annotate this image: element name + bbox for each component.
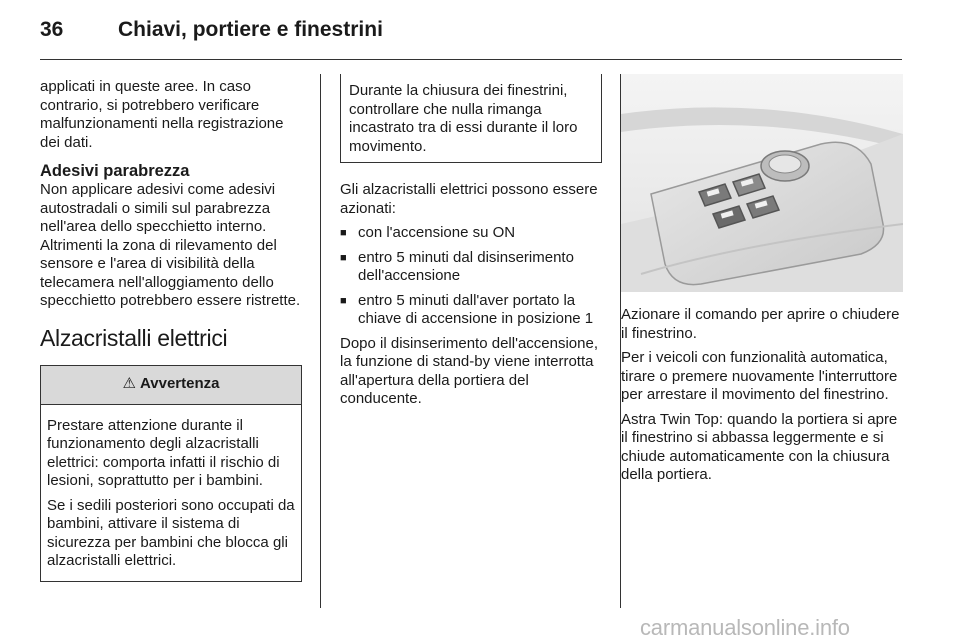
page-number: 36 xyxy=(40,18,64,41)
intro-paragraph: applicati in queste aree. In caso contrario, si potrebbero verificare malfunzionamenti nella registrazione dei dati. xyxy=(40,78,284,151)
conditions-list xyxy=(340,224,602,329)
warning-box xyxy=(40,365,302,582)
header-divider xyxy=(40,59,902,60)
note-text: Durante la chiusura dei finestrini, controllare che nulla rimanga incastrato tra di essi durante il loro movimento. xyxy=(349,82,578,155)
intro-text: Gli alzacristalli elettrici possono essere azionati: xyxy=(340,181,598,217)
warning-header xyxy=(41,365,301,405)
warning-triangle-icon: ⚠ xyxy=(122,375,136,393)
instruction-paragraph: Astra Twin Top: quando la portiera si apre il finestrino si abbassa leggermente e si chiude automaticamente con la chiusura della portiera. xyxy=(621,410,898,483)
window-switch-panel-illustration xyxy=(621,74,903,292)
warning-label: Avvertenza xyxy=(139,375,220,393)
note-box xyxy=(340,74,602,163)
closing-text: Dopo il disinserimento dell'accensione, la funzione di stand-by viene interrotta all'apertura della portiera del conducente. xyxy=(340,334,599,407)
watermark: carmanualsonline.info xyxy=(640,615,850,640)
chapter-title: Chiavi, portiere e finestrini xyxy=(118,18,383,41)
column-2 xyxy=(340,74,602,415)
warning-paragraph: Se i sedili posteriori sono occupati da bambini, attivare il sistema di sicurezza per bambini che blocca gli alzacristalli elettrici. xyxy=(47,496,295,569)
column-1 xyxy=(40,78,302,582)
window-switch-icon xyxy=(621,74,903,292)
subhead-adesivi: Adesivi parabrezza xyxy=(40,162,190,180)
page-header xyxy=(40,18,902,56)
column-divider-1 xyxy=(320,74,321,608)
list-item: ■ entro 5 minuti dal disinserimento dell'accensione xyxy=(340,249,602,286)
warning-paragraph: Prestare attenzione durante il funzionamento degli alzacristalli elettrici: comporta infatti il rischio di lesioni, soprattutto per i bambini. xyxy=(47,416,280,489)
section-title: Alzacristalli elettrici xyxy=(40,324,228,351)
warning-body xyxy=(41,405,301,581)
subhead-paragraph: Non applicare adesivi come adesivi autostradali o simili sul parabrezza nell'area dello specchietto interno. Altrimenti la zona di rilevamento del sensore e l'area di visibilità della telecamera nell'alloggiamento dello specchietto potrebbero essere ristrette. xyxy=(40,181,301,309)
column-3 xyxy=(621,74,903,491)
list-item: ■ entro 5 minuti dall'aver portato la chiave di accensione in posizione 1 xyxy=(340,292,602,329)
list-item: ■ con l'accensione su ON xyxy=(340,224,602,243)
instruction-paragraph: Per i veicoli con funzionalità automatica, tirare o premere nuovamente l'interruttore per arrestare il movimento del finestrino. xyxy=(621,349,898,403)
instruction-paragraph: Azionare il comando per aprire o chiudere il finestrino. xyxy=(621,306,900,342)
